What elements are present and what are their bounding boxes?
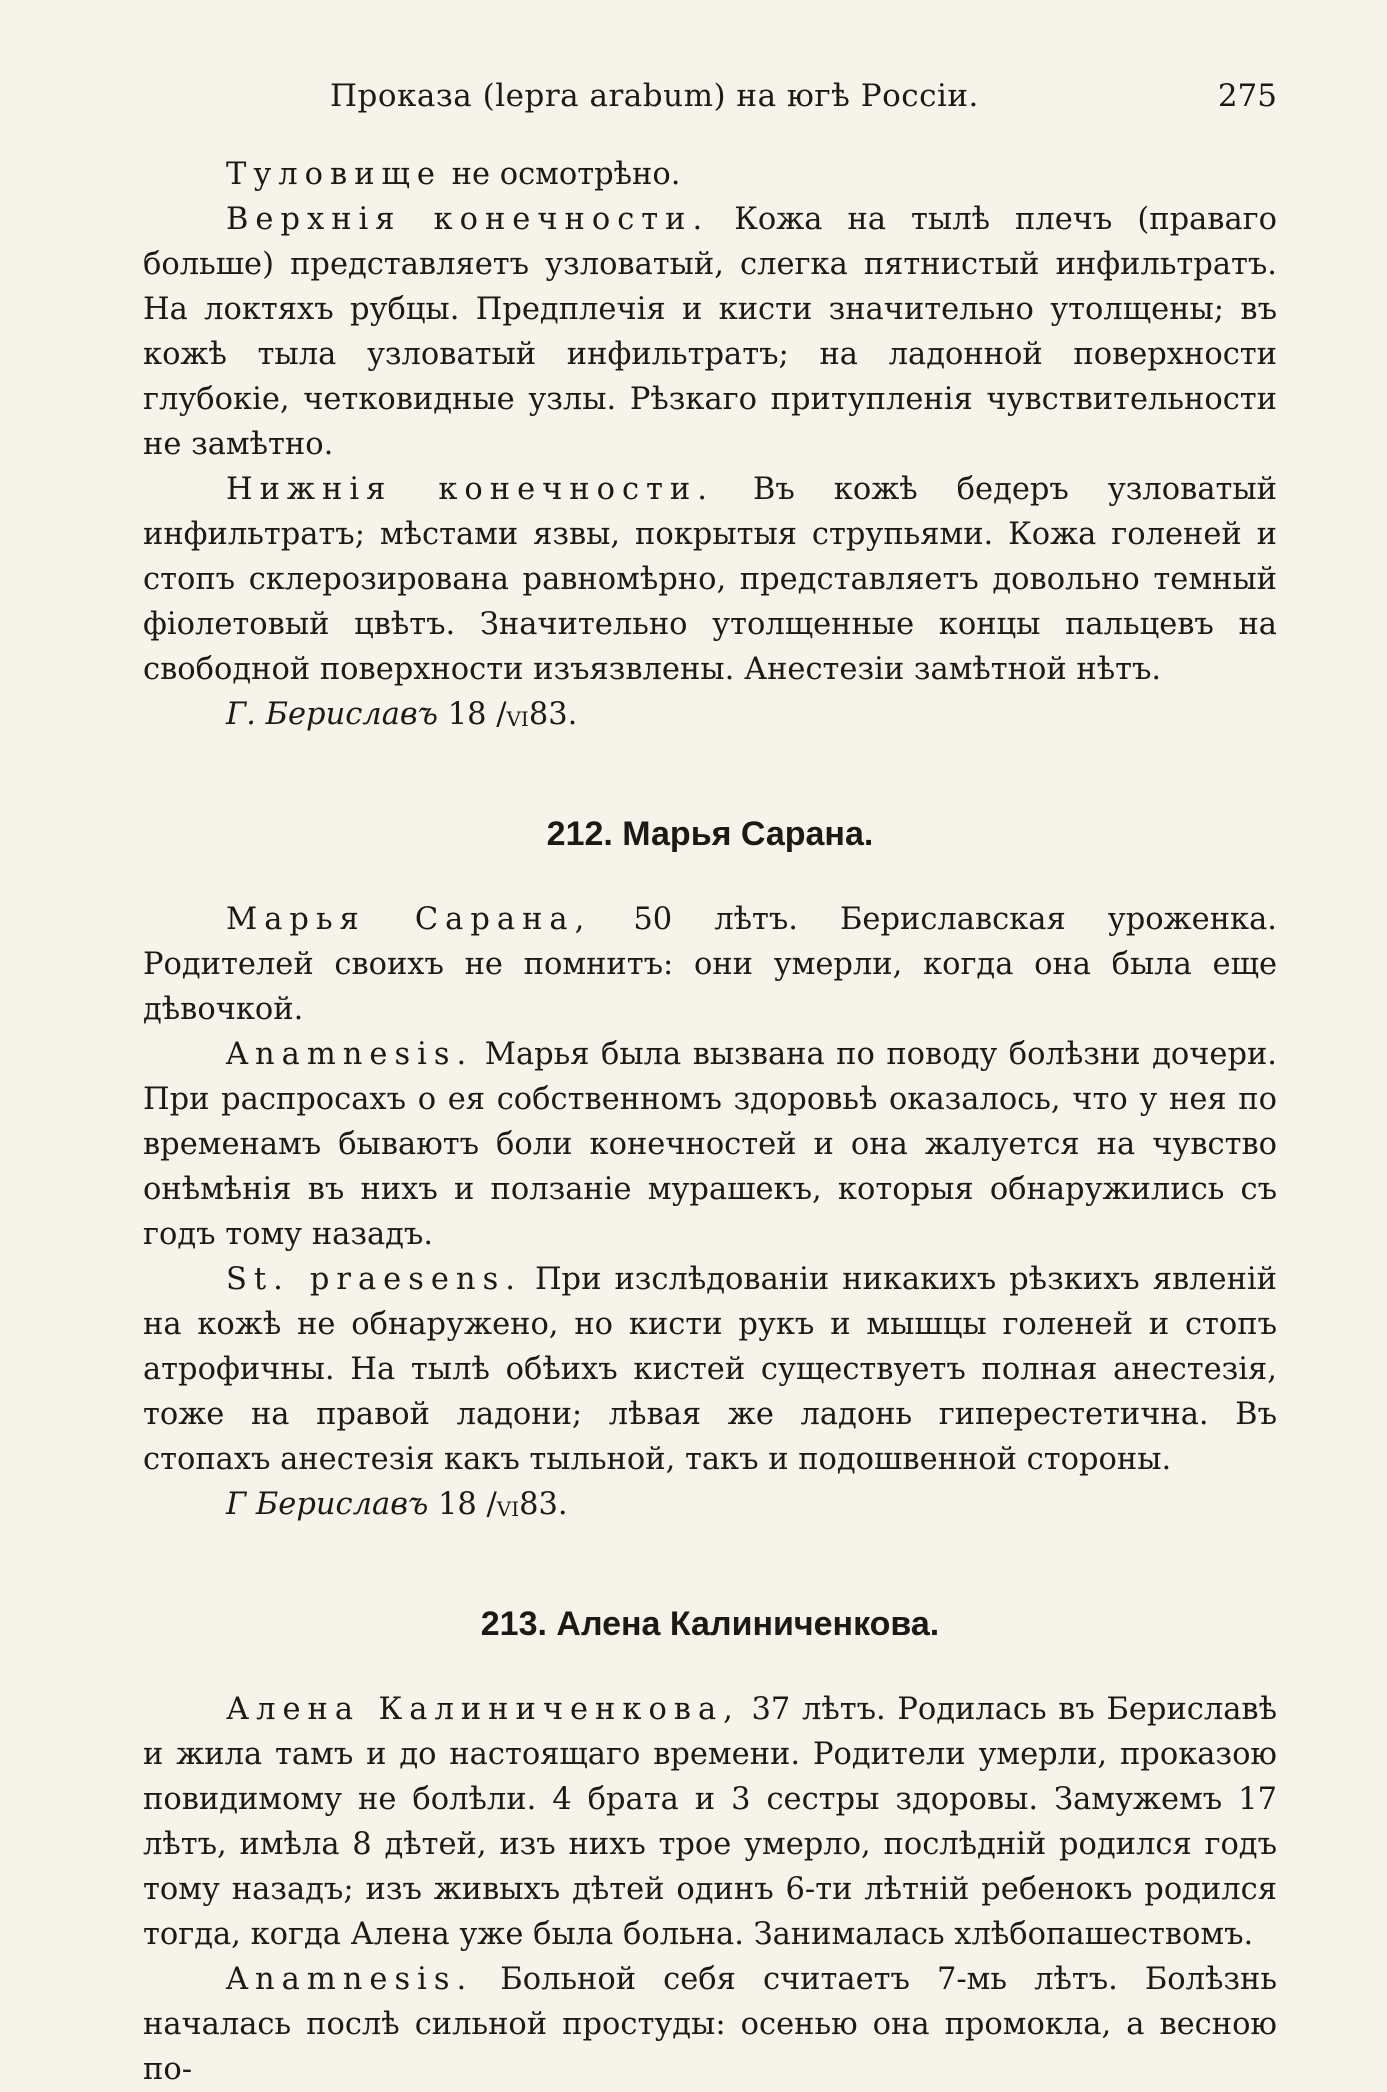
paragraph-status-212 [143, 1257, 1277, 1482]
date-day: 18 / [447, 697, 507, 732]
section-lead: St. praesens. [226, 1262, 522, 1297]
page-number: 275 [1217, 78, 1277, 114]
paragraph-text: Марья была вызвана по поводу болѣзни дочери. При распросахъ о ея собственномъ здоровьѣ оказалось, что у нея по временамъ бываютъ боли конечностей и она жалуется на чувство онѣмѣнія въ нихъ и ползаніе мурашекъ, которыя обнаружились съ годъ тому назадъ. [143, 1037, 1277, 1252]
date-year: 83. [528, 697, 578, 732]
paragraph-intro-213 [143, 1687, 1277, 1957]
section-lead: Туловище [226, 157, 442, 192]
section-lead: Нижнія конечности. [226, 472, 714, 507]
case-heading-213: 213. Алена Калиниченкова. [480, 1605, 940, 1643]
place-name: Г Бериславъ [226, 1487, 429, 1522]
place-date-line [143, 1482, 1277, 1532]
paragraph-text: Кожа на тылѣ плечъ (праваго больше) представляетъ узловатый, слегка пятнистый инфильтратъ. На локтяхъ рубцы. Предплечія и кисти значительно утолщены; въ кожѣ тыла узловатый инфильтратъ; на ладонной поверхности глубокіе, четковидные узлы. Рѣзкаго притупленія чувствительности не замѣтно. [143, 202, 1277, 462]
paragraph-lower-limbs [143, 467, 1277, 692]
paragraph-text: При изслѣдованіи никакихъ рѣзкихъ явленій на кожѣ не обнаружено, но кисти рукъ и мышцы голеней и стопъ атрофичны. На тылѣ обѣихъ кистей существуетъ полная анестезія, тоже на правой ладони; лѣвая же ладонь гиперестетична. Въ стопахъ анестезія какъ тыльной, такъ и подошвенной стороны. [143, 1262, 1277, 1477]
paragraph-anamnesis-213 [143, 1957, 1277, 2092]
paragraph-text: не осмотрѣно. [441, 157, 681, 192]
page-body [143, 152, 1277, 2092]
section-lead: Anamnesis. [226, 1962, 474, 1997]
paragraph-text: Больной себя считаетъ 7-мь лѣтъ. Болѣзнь началась послѣ сильной простуды: осенью она промокла, а весною по- [143, 1962, 1277, 2087]
section-lead: Anamnesis. [226, 1037, 474, 1072]
section-lead: Верхнія конечности. [226, 202, 710, 237]
paragraph-anamnesis-212 [143, 1032, 1277, 1257]
place-name: Г. Бериславъ [226, 697, 438, 732]
paragraph-trunk [143, 152, 1277, 197]
patient-name: Марья Сарана, [226, 902, 592, 937]
date-year: 83. [519, 1487, 568, 1522]
running-title: Проказа (lepra arabum) на югѣ Россіи. [330, 78, 979, 114]
place-date-line [143, 692, 1277, 742]
date-month: VI [496, 1497, 520, 1521]
date-month: VI [506, 707, 529, 731]
paragraph-text: Въ кожѣ бедеръ узловатый инфильтратъ; мѣстами язвы, покрытыя струпьями. Кожа голеней и стопъ склерозирована равномѣрно, представляетъ довольно темный фіолетовый цвѣтъ. Значительно утолщенные концы пальцевъ на свободной поверхности изъязвлены. Анестезіи замѣтной нѣтъ. [143, 472, 1277, 687]
paragraph-text: 37 лѣтъ. Родилась въ Бериславѣ и жила тамъ и до настоящаго времени. Родители умерли, проказою повидимому не болѣли. 4 брата и 3 сестры здоровы. Замужемъ 17 лѣтъ, имѣла 8 дѣтей, изъ нихъ трое умерло, послѣдній родился годъ тому назадъ; изъ живыхъ дѣтей одинъ 6-ти лѣтній ребенокъ родился тогда, когда Алена уже была больна. Занималась хлѣбопашествомъ. [143, 1692, 1277, 1952]
paragraph-intro-212 [143, 897, 1277, 1032]
date-day: 18 / [438, 1487, 497, 1522]
patient-name: Алена Калиниченкова, [226, 1692, 740, 1727]
paragraph-upper-limbs [143, 197, 1277, 467]
paragraph-text: 50 лѣтъ. Бериславская уроженка. Родителей своихъ не помнитъ: они умерли, когда она была еще дѣвочкой. [143, 902, 1277, 1027]
case-heading-212: 212. Марья Сарана. [546, 815, 874, 853]
